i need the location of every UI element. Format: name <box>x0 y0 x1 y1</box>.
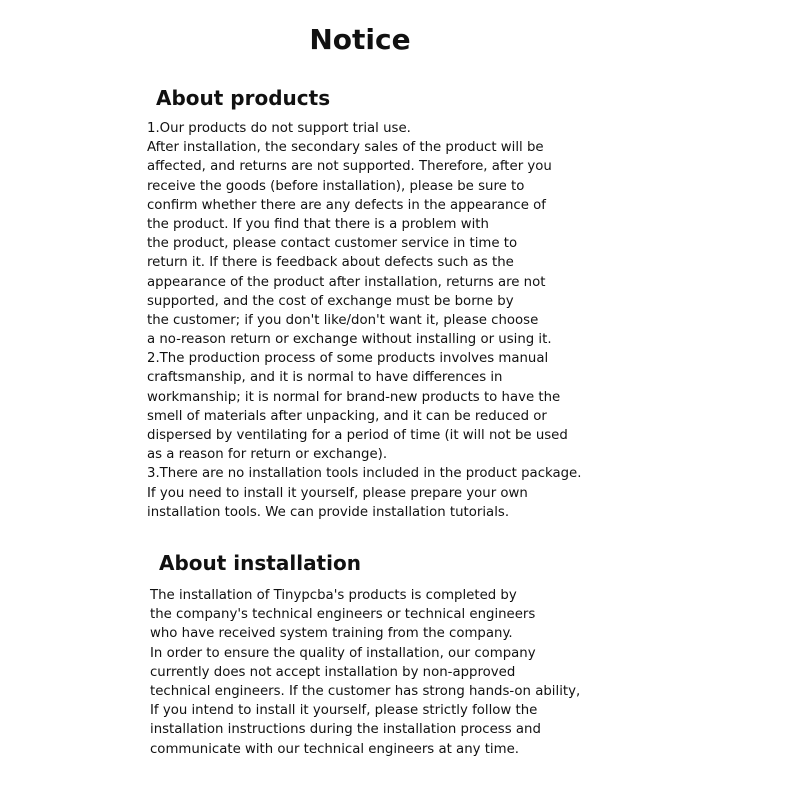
page-title: Notice <box>309 23 411 56</box>
products-line: 2.The production process of some products involves manual <box>147 351 549 367</box>
products-line: After installation, the secondary sales of the product will be <box>147 140 544 156</box>
products-line: receive the goods (before installation), please be sure to <box>147 178 525 194</box>
installation-line: who have received system training from the company. <box>150 626 513 642</box>
products-line: installation tools. We can provide installation tutorials. <box>147 504 510 520</box>
products-line: smell of materials after unpacking, and it can be reduced or <box>147 408 547 424</box>
installation-line: currently does not accept installation by non-approved <box>150 664 516 680</box>
installation-line: communicate with our technical engineers at any time. <box>150 741 519 757</box>
installation-line: In order to ensure the quality of installation, our company <box>150 645 536 661</box>
products-line: If you need to install it yourself, please prepare your own <box>147 485 528 501</box>
products-line: craftsmanship, and it is normal to have differences in <box>147 370 503 386</box>
products-heading: About products <box>156 86 331 110</box>
products-line: workmanship; it is normal for brand-new products to have the <box>147 389 561 405</box>
installation-line: the company's technical engineers or technical engineers <box>150 607 536 623</box>
products-line: the product, please contact customer service in time to <box>147 236 518 252</box>
installation-text <box>150 586 580 759</box>
products-line: 3.There are no installation tools included in the product package. <box>147 466 582 482</box>
installation-line: installation instructions during the installation process and <box>150 722 541 738</box>
installation-line: The installation of Tinypcba's products is completed by <box>150 588 517 603</box>
products-line: return it. If there is feedback about defects such as the <box>147 255 514 271</box>
products-line: as a reason for return or exchange). <box>147 447 388 463</box>
installation-line: If you intend to install it yourself, please strictly follow the <box>150 703 538 719</box>
products-line: affected, and returns are not supported. Therefore, after you <box>147 159 552 175</box>
products-line: supported, and the cost of exchange must be borne by <box>147 293 514 309</box>
products-line: appearance of the product after installation, returns are not <box>147 274 546 290</box>
products-line: 1.Our products do not support trial use. <box>147 121 411 136</box>
products-line: dispersed by ventilating for a period of time (it will not be used <box>147 428 568 443</box>
products-line: the product. If you find that there is a problem with <box>147 216 489 232</box>
products-text <box>147 119 581 522</box>
products-line: confirm whether there are any defects in the appearance of <box>147 197 546 213</box>
products-line: the customer; if you don't like/don't want it, please choose <box>147 312 539 328</box>
installation-line: technical engineers. If the customer has strong hands-on ability, <box>150 683 581 699</box>
products-line: a no-reason return or exchange without installing or using it. <box>147 332 552 348</box>
installation-heading: About installation <box>159 551 361 575</box>
